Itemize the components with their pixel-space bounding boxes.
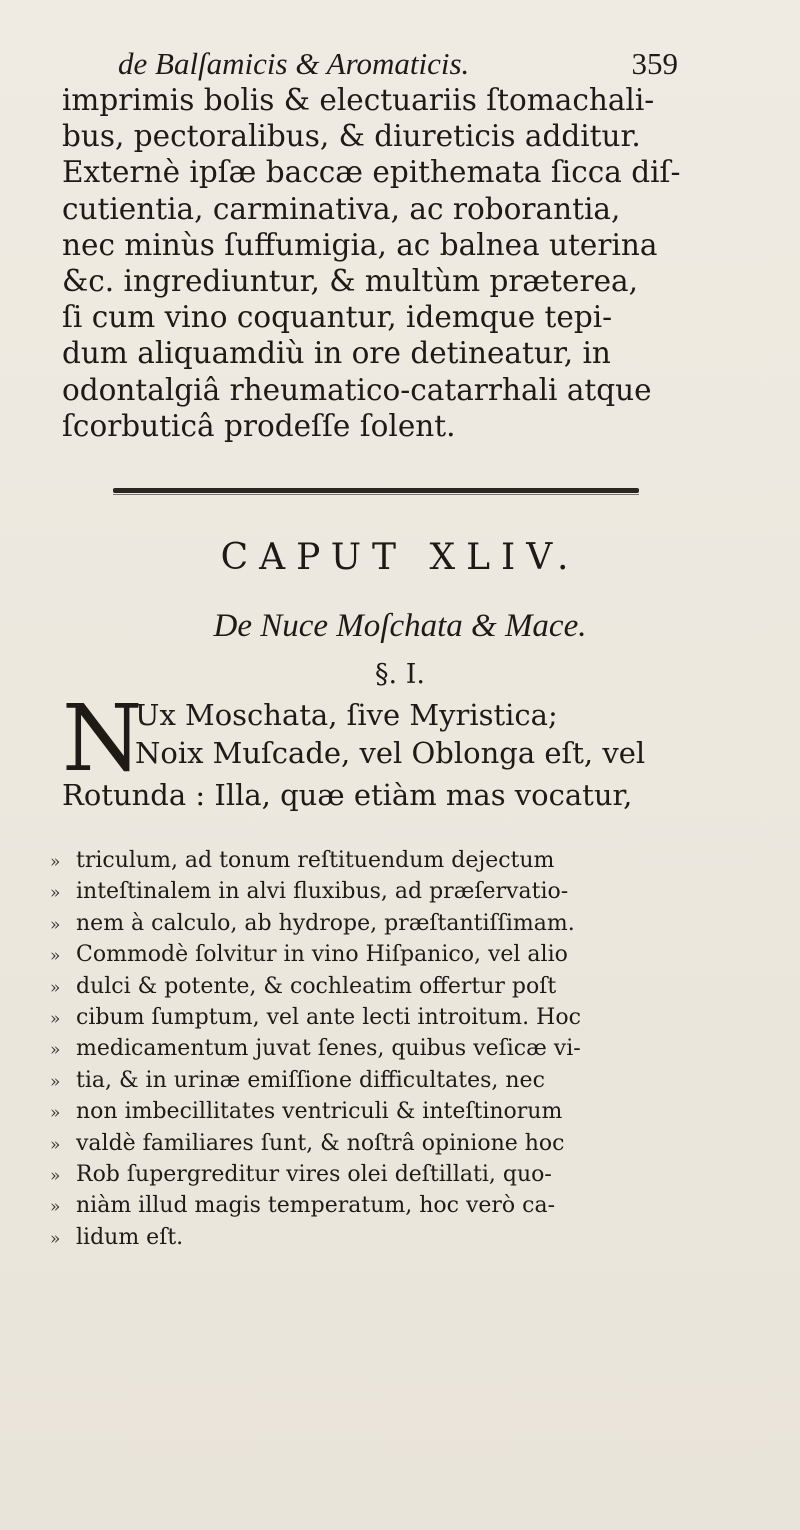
quote-mark: » (50, 852, 61, 872)
body-line: odontalgiâ rheumatico-catarrhali atque (62, 372, 652, 407)
body-line: bus, pectoralibus, & diureticis additur. (62, 119, 641, 154)
quote-line: » triculum, ad tonum reſtituendum dejectum (50, 845, 760, 876)
body-text (62, 82, 742, 444)
body-line: &c. ingrediuntur, & multùm præterea, (62, 263, 638, 298)
quoted-passage (50, 845, 760, 1253)
quote-mark: » (50, 1165, 61, 1186)
quote-line: » cibum ſumptum, vel ante lecti introitum. Hoc (50, 1002, 760, 1033)
quote-mark: » (50, 1228, 61, 1249)
quote-line: » tia, & in urinæ emiſſione difficultates, nec (50, 1065, 760, 1096)
quote-line: » nem à calculo, ab hydrope, præſtantiſſimam. (50, 908, 760, 939)
quote-mark: » (50, 1134, 61, 1155)
section-divider-rule (113, 488, 639, 493)
running-head (118, 40, 678, 88)
quote-line: » valdè familiares ſunt, & noſtrâ opinione hoc (50, 1128, 760, 1159)
quote-line: » dulci & potente, & cochleatim offertur poſt (50, 971, 760, 1002)
quote-line: » lidum eſt. (50, 1222, 760, 1253)
body-line: ſcorbuticâ prodeſſe ſolent. (62, 408, 456, 443)
body-line: cutientia, carminativa, ac roborantia, (62, 191, 621, 226)
quote-mark: » (50, 977, 61, 998)
body-line: nec minùs ſuffumigia, ac balnea uterina (62, 227, 658, 262)
quote-mark: » (50, 914, 61, 935)
body-line: imprimis bolis & electuariis ſtomachali- (62, 83, 655, 117)
drop-cap: N (62, 685, 143, 792)
quote-line: » medicamentum juvat ſenes, quibus veſicæ vi- (50, 1033, 760, 1064)
quote-line: » niàm illud magis temperatum, hoc verò ca- (50, 1190, 760, 1221)
quote-mark: » (50, 1197, 61, 1218)
quote-mark: » (50, 1103, 61, 1124)
quote-line: » inteſtinalem in alvi fluxibus, ad præſervatio- (50, 876, 760, 907)
paragraph-line: Rotunda : Illa, quæ etiàm mas vocatur, (62, 778, 633, 812)
running-title: de Balſamicis & Aromaticis. (118, 46, 470, 81)
paragraph-line: Ux Moschata, ſive Myristica; (135, 698, 558, 732)
quote-line: » Rob ſupergreditur vires olei deſtillati, quo- (50, 1159, 760, 1190)
chapter-subtitle: De Nuce Moſchata & Mace. (213, 608, 587, 644)
quote-mark: » (50, 1071, 61, 1092)
body-line: Externè ipſæ baccæ epithemata ſicca diſ- (62, 155, 681, 190)
body-line: dum aliquamdiù in ore detineatur, in (62, 336, 611, 371)
quote-mark: » (50, 1008, 61, 1029)
quote-mark: » (50, 1040, 61, 1061)
quote-line: » non imbecillitates ventriculi & inteſtinorum (50, 1096, 760, 1127)
quote-mark: » (50, 946, 61, 967)
quote-mark: » (50, 883, 61, 904)
section-number: §. I. (375, 659, 425, 690)
quote-line: » Commodè ſolvitur in vino Hiſpanico, vel alio (50, 939, 760, 970)
chapter-heading: CAPUT XLIV. (220, 537, 580, 578)
paragraph-line: Noix Muſcade, vel Oblonga eſt, vel (135, 736, 646, 770)
body-line: ſi cum vino coquantur, idemque tepi- (62, 300, 613, 335)
page-number: 359 (631, 46, 678, 81)
